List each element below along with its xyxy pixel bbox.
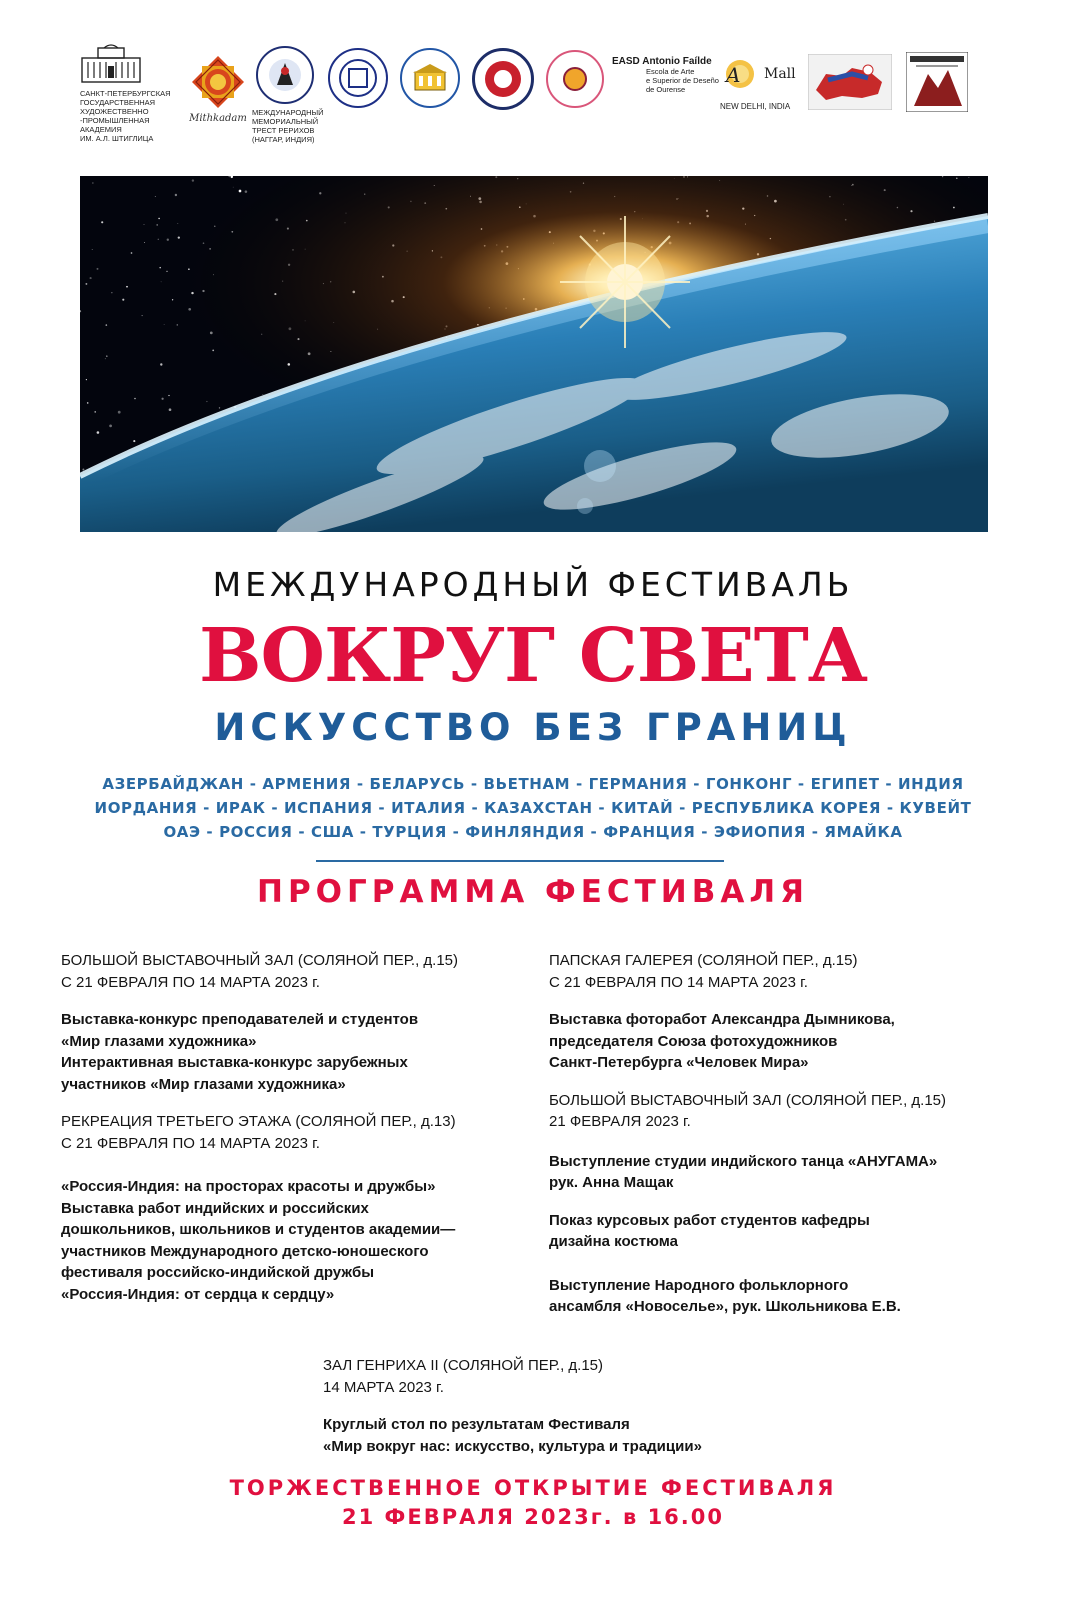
program-right-column	[549, 950, 1019, 1318]
art-mall-sun-icon	[720, 54, 764, 94]
venue-third-floor	[61, 1111, 531, 1154]
event-line: фестиваля российско-индийской дружбы	[61, 1264, 375, 1281]
university-building-seal	[400, 48, 460, 108]
venue-dates: С 21 ФЕВРАЛЯ ПО 14 МАРТА 2023 г.	[61, 1134, 320, 1152]
event-exhibition-contest	[61, 1009, 531, 1095]
svg-text:A: A	[726, 63, 741, 87]
easd-name: Antonio Faílde	[642, 56, 712, 67]
venue-name: ПАПСКАЯ ГАЛЕРЕЯ (СОЛЯНОЙ ПЕР., д.15)	[549, 952, 858, 969]
roerich-caption-line: МЕМОРИАЛЬНЫЙ	[252, 117, 319, 126]
roerich-caption	[252, 108, 322, 144]
indian-institute-seal	[546, 50, 604, 108]
academy-caption-line: ИМ. А.Л. ШТИГЛИЦА	[80, 134, 154, 143]
event-line: председателя Союза фотохудожников	[549, 1032, 838, 1050]
venue-dates: С 21 ФЕВРАЛЯ ПО 14 МАРТА 2023 г.	[549, 973, 808, 991]
countries-list	[0, 772, 1066, 844]
art-mall-logo	[720, 54, 810, 111]
opening-ceremony-date: 21 ФЕВРАЛЯ 2023г. в 16.00	[341, 1505, 724, 1529]
event-line: рук. Анна Мащак	[549, 1174, 674, 1191]
venue-henry-hall	[323, 1355, 783, 1398]
countries-line: АЗЕРБАЙДЖАН - АРМЕНИЯ - БЕЛАРУСЬ - ВЬЕТНАМ - ГЕРМАНИЯ - ГОНКОНГ - ЕГИПЕТ - ИНДИЯ	[102, 775, 964, 793]
event-line: участников Международного детско-юношеского	[61, 1242, 429, 1260]
art-mall-city: NEW DELHI, INDIA	[720, 102, 791, 111]
venue-name: БОЛЬШОЙ ВЫСТАВОЧНЫЙ ЗАЛ (СОЛЯНОЙ ПЕР., д.15)	[61, 952, 459, 969]
easd-caption	[612, 67, 722, 94]
easd-caption-line: e Superior de Deseño	[646, 76, 719, 85]
red-university-seal	[472, 48, 534, 110]
venue-dates: 21 ФЕВРАЛЯ 2023 г.	[549, 1113, 691, 1130]
festival-subtitle: ИСКУССТВО БЕЗ ГРАНИЦ	[214, 706, 852, 749]
event-line: «Мир вокруг нас: искусство, культура и традиции»	[323, 1437, 702, 1455]
dark-emblem-logo	[906, 52, 968, 117]
map-partner-logo	[808, 54, 892, 115]
event-line: Санкт-Петербурга «Человек Мира»	[549, 1054, 809, 1071]
academy-caption-line: ГОСУДАРСТВЕННАЯ	[80, 98, 156, 107]
venue-name: БОЛЬШОЙ ВЫСТАВОЧНЫЙ ЗАЛ (СОЛЯНОЙ ПЕР., д.15)	[549, 1091, 947, 1109]
event-line: Интерактивная выставка-конкурс зарубежных	[61, 1054, 408, 1071]
academy-caption-line: -ПРОМЫШЛЕННАЯ	[80, 116, 150, 125]
event-line: ансамбля «Новоселье», рук. Школьникова Е.В.	[549, 1298, 901, 1315]
event-photo-exhibition	[549, 1009, 1019, 1074]
venue-name: РЕКРЕАЦИЯ ТРЕТЬЕГО ЭТАЖА (СОЛЯНОЙ ПЕР., д.13)	[61, 1113, 456, 1130]
chinese-university-seal	[328, 48, 388, 108]
event-line: «Мир глазами художника»	[61, 1032, 257, 1050]
countries-line: ИОРДАНИЯ - ИРАК - ИСПАНИЯ - ИТАЛИЯ - КАЗАХСТАН - КИТАЙ - РЕСПУБЛИКА КОРЕЯ - КУВЕЙТ	[94, 799, 972, 817]
art-mall-caption: Mall	[764, 66, 796, 82]
academy-caption-line: АКАДЕМИЯ	[80, 125, 122, 134]
event-line: дизайна костюма	[549, 1233, 678, 1250]
section-divider	[316, 860, 724, 862]
earth-horizon-illustration	[80, 176, 988, 532]
easd-caption-line: Escola de Arte	[646, 67, 695, 76]
venue-dates: С 21 ФЕВРАЛЯ ПО 14 МАРТА 2023 г.	[61, 973, 320, 991]
roerich-caption-line: МЕЖДУНАРОДНЫЙ	[252, 108, 324, 117]
roerich-caption-line: (НАГГАР, ИНДИЯ)	[252, 135, 315, 144]
hero-earth-space-image	[80, 176, 988, 532]
academy-building-icon	[80, 44, 142, 84]
venue-papal-gallery	[549, 950, 1019, 993]
emblem-icon	[906, 52, 968, 112]
map-icon	[808, 54, 892, 110]
event-line: Выставка фоторабот Александра Дымникова,	[549, 1011, 895, 1028]
event-line: Выступление студии индийского танца «АНУГАМА»	[549, 1152, 938, 1170]
event-line: Показ курсовых работ студентов кафедры	[549, 1211, 870, 1229]
event-line: «Россия-Индия: от сердца к сердцу»	[61, 1285, 335, 1303]
event-costume-show	[549, 1210, 1019, 1253]
academy-logo	[80, 44, 180, 143]
university-seal-icon	[328, 48, 388, 108]
opening-ceremony-title: ТОРЖЕСТВЕННОЕ ОТКРЫТИЕ ФЕСТИВАЛЯ	[229, 1476, 837, 1500]
festival-type-title: МЕЖДУНАРОДНЫЙ ФЕСТИВАЛЬ	[212, 565, 854, 604]
festival-name-title: ВОКРУГ СВЕТА	[198, 613, 868, 699]
institute-seal-icon	[546, 50, 604, 108]
event-round-table	[323, 1414, 783, 1457]
event-line: Круглый стол по результатам Фестиваля	[323, 1416, 630, 1433]
mithkadam-mandala-icon	[190, 54, 246, 110]
event-line: участников «Мир глазами художника»	[61, 1075, 346, 1093]
building-seal-icon	[400, 48, 460, 108]
academy-caption-line: ХУДОЖЕСТВЕННО	[80, 107, 149, 116]
partner-logos-row	[80, 44, 980, 154]
event-line: Выставка работ индийских и российских	[61, 1199, 369, 1217]
academy-caption-line: САНКТ-ПЕТЕРБУРГСКАЯ	[80, 89, 171, 98]
roerich-caption-line: ТРЕСТ РЕРИХОВ	[252, 126, 315, 135]
venue-big-hall	[61, 950, 531, 993]
venue-dates: 14 МАРТА 2023 г.	[323, 1378, 444, 1396]
event-folk-ensemble	[549, 1275, 1019, 1318]
program-left-column	[61, 950, 531, 1305]
countries-line: ОАЭ - РОССИЯ - США - ТУРЦИЯ - ФИНЛЯНДИЯ - ФРАНЦИЯ - ЭФИОПИЯ - ЯМАЙКА	[163, 823, 903, 841]
roerich-seal-icon	[256, 46, 314, 104]
easd-prefix: EASD	[612, 56, 640, 67]
mithkadam-caption: Mithkadam	[189, 113, 247, 124]
academy-caption	[80, 89, 180, 143]
venue-name: ЗАЛ ГЕНРИХА II (СОЛЯНОЙ ПЕР., д.15)	[323, 1357, 604, 1374]
program-title: ПРОГРАММА ФЕСТИВАЛЯ	[257, 874, 809, 910]
easd-logo	[612, 56, 722, 94]
event-line: Выставка-конкурс преподавателей и студентов	[61, 1011, 419, 1028]
red-seal-icon	[472, 48, 534, 110]
program-center-block	[323, 1355, 783, 1457]
roerich-trust-logo	[252, 46, 322, 144]
event-line: «Россия-Индия: на просторах красоты и дружбы»	[61, 1178, 436, 1195]
event-line: дошкольников, школьников и студентов академии—	[61, 1221, 456, 1238]
mithkadam-logo	[188, 54, 248, 124]
event-russia-india-exhibition	[61, 1176, 531, 1305]
event-line: Выступление Народного фольклорного	[549, 1276, 849, 1294]
venue-big-hall-opening	[549, 1090, 1019, 1133]
event-dance-performance	[549, 1151, 1019, 1194]
easd-caption-line: de Ourense	[646, 85, 686, 94]
